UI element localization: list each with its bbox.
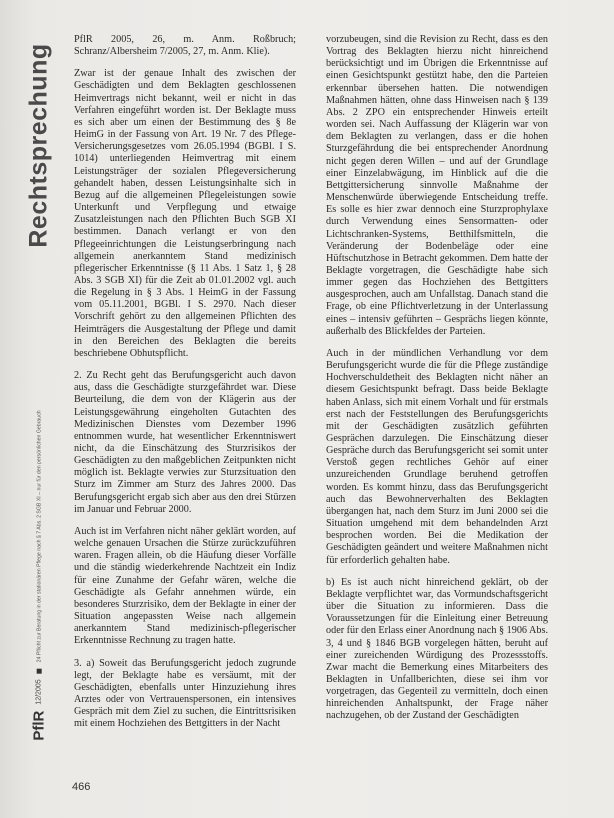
journal-brand: PflR xyxy=(30,710,48,741)
paragraph: 2. Zu Recht geht das Berufungsgericht auch davon aus, dass die Geschädigte sturzgefährdet war. Diese Beurteilung, die dem von der Klägerin aus der Leistungsgewährung eingeholten Gutachten des Medizinischen Dienstes vom Dezember 1996 entnommen wurde, hat wesentlicher Erkenntniswert nicht, da die Einschätzung des Sturzrisikos der Geschädigten zu den maßgeblichen Zeitpunkten nicht möglich ist. Beklagte verwies zur Sturzsituation den Sturz im Zimmer am Sturz des Jahres 2000. Das Berufungsgericht ergab sich aber aus den drei Stürzen im Januar und Februar 2000. xyxy=(74,370,296,515)
section-title-vertical xyxy=(22,30,56,260)
paragraph: Auch in der mündlichen Verhandlung vor dem Berufungsgericht wurde die für die Pflege zuständige Hochverschuldetheit des Beklagten nicht näher an diesem Gesichtspunkt befragt. Dass beide Beklagte haben Anlass, sich mit einem Vorhalt und für erstmals erst nach der Feststellungen des Berufungsgerichts mit der Geschädigten zusätzlich geführten Gesprächen darzulegen. Die Einschätzung dieser Gespräche durch das Berufungsgericht sei somit unter Verstoß gegen rechtliches Gehör auf einer unzureichenden Grundlage beruhend getroffen worden. Es kommt hinzu, dass das Berufungsgericht auch das Bewohnerverhalten des Beklagten übergangen hat, nach dem Sturz im Juni 2000 sei die Situation umgehend mit dem behandelnden Arzt besprochen worden. Bei die Medikation der Geschädigten geändert und weitere Maßnahmen nicht für erforderlich gehalten habe. xyxy=(326,347,548,566)
paragraph: vorzubeugen, sind die Revision zu Recht, dass es den Vortrag des Beklagten hierzu nicht hinreichend berücksichtigt und im Übrigen die Erkenntnisse auf einen Gesichtspunkt gestützt habe, den die Parteien erkennbar übersehen hatten. Die notwendigen Maßnahmen hätten, ohne dass Hinweisen nach § 139 Abs. 2 ZPO ein entsprechender Hinweis erteilt worden sei. Nach Auffassung der Klägerin war von dem Beklagten zu verlangen, dass er die hohen Sturzgefährdung die bei entsprechender Anordnung nicht gegen deren Willen – und auf der Grundlage einer Einzelabwägung, im Hinblick auf die die Bettgittersicherung sinnvolle Maßnahme der Menschenwürde überwiegende Entscheidung treffe. Es solle es hier zwar dennoch eine Sturzprophylaxe durch Verwendung eines Sensormatten- oder Lichtschranken-Systems, Betthilfsmitteln, die Veränderung der Bodenbeläge oder eine Hüftschutzhose in Betracht gekommen. Dem hatte der Beklagte vorgetragen, die Geschädigte habe sich immer gegen das Hochziehen des Bettgitters ausgesprochen, auch am Unfallstag. Danach stand die Frage, ob eine Pflichtverletzung in der Unterlassung eines – intensiv geführten – Gesprächs liegen könnte, außerhalb des Blickfeldes der Parteien. xyxy=(326,34,548,337)
right-text-column xyxy=(326,34,548,733)
left-text-column xyxy=(74,34,296,740)
paragraph: Zwar ist der genaue Inhalt des zwischen der Geschädigten und dem Beklagten geschlossenen Heimvertrags nicht bekannt, weil er nicht in das Verfahren eingeführt worden ist. Der Beklagte muss es sich aber um einen der Bestimmung des § 8e HeimG in der Fassung von Art. 19 Nr. 7 des Pflege-Versicherungsgesetzes vom 26.05.1994 (BGBl. I S. 1014) unterliegenden Heimvertrag mit einem Leistungsträger der sozialen Pflegeversicherung gehandelt haben, dessen Leistungsinhalte sich in Bezug auf die allgemeinen Pflegeleistungen sowie Unterkunft und Verpflegung und etwaige Zusatzleistungen nach den Pflichten Buch SGB XI bestimmen. Danach verlangt er von den Pflegeeinrichtungen die Leistungserbringung nach allgemein anerkanntem Stand medizinisch pflegerischer Erkenntnisse (§ 11 Abs. 1 Satz 1, § 28 Abs. 3 SGB XI) für die Zeit ab 01.01.2002 vgl. auch die Regelung in § 3 Abs. 1 HeimG in der Fassung vom 05.11.2001, BGBl. I S. 2970. Nach dieser Vorschrift gehört zu den allgemeinen Pflichten des Heimträgers die Ausgestaltung der Pflege und damit in den Bereichen des Beklagten die bereits beschriebene Obhutspflicht. xyxy=(74,68,296,359)
square-bullet-icon xyxy=(37,668,42,673)
journal-notice: 24 Pflicht zur Beratung in der stationären Pflege nach § 7 Abs. 2 SGB XI – nur für den persönlichen Gebrauch xyxy=(36,409,43,662)
section-title: Rechtsprechung xyxy=(24,42,53,248)
journal-footer xyxy=(31,410,48,740)
journal-footer-vertical xyxy=(28,340,50,810)
page-number: 466 xyxy=(72,781,91,793)
paragraph: 3. a) Soweit das Berufungsgericht jedoch zugrunde legt, der Beklagte habe es versäumt, mit der Geschädigten, ebenfalls unter Hinzuziehung ihres Arztes oder von Vertrauenspersonen, ein intensives Gespräch mit dem Ziel zu suchen, die Eintrittsrisiken mit einem Hochziehen des Bettgitters in der Nacht xyxy=(74,657,296,730)
paragraph: Auch ist im Verfahren nicht näher geklärt worden, auf welche genauen Ursachen die Stürze zurückzuführen waren. Fragen allein, ob die Häufung dieser Vorfälle und die ständig wiederkehrende Nachtzeit ein Indiz für eine Zunahme der Gefahr wären, welche die Geschädigte als Gefahr annehmen würde, ein besonderes Sturzrisiko, dem der Beklagte in einer der Situation angepassten Weise nach allgemein anerkanntem Stand medizinisch-pflegerischer Erkenntnisse Rechnung zu tragen hatte. xyxy=(74,525,296,647)
paragraph: b) Es ist auch nicht hinreichend geklärt, ob der Beklagte verpflichtet war, das Vormundschaftsgericht über die Situation zu informieren. Dass die Voraussetzungen für die Einleitung einer Betreuung oder für den Erlass einer Anordnung nach § 1906 Abs. 3, 4 und § 1846 BGB vorgelegen hätten, beruht auf einer zureichenden Würdigung des Prozessstoffs. Zwar macht die Bemerkung eines Mitarbeiters des Beklagten in Unfallberichten, diese sei ihm vor vorgetragen, das Gegenteil zu vermitteln, doch einen hinreichenden Anhaltspunkt, der Frage näher nachzugehen, ob der Zustand der Geschädigten xyxy=(326,576,548,722)
paragraph: PflR 2005, 26, m. Anm. Roßbruch; Schranz/Albersheim 7/2005, 27, m. Anm. Klie). xyxy=(74,34,296,58)
journal-issue: 12/2005 xyxy=(35,678,43,705)
